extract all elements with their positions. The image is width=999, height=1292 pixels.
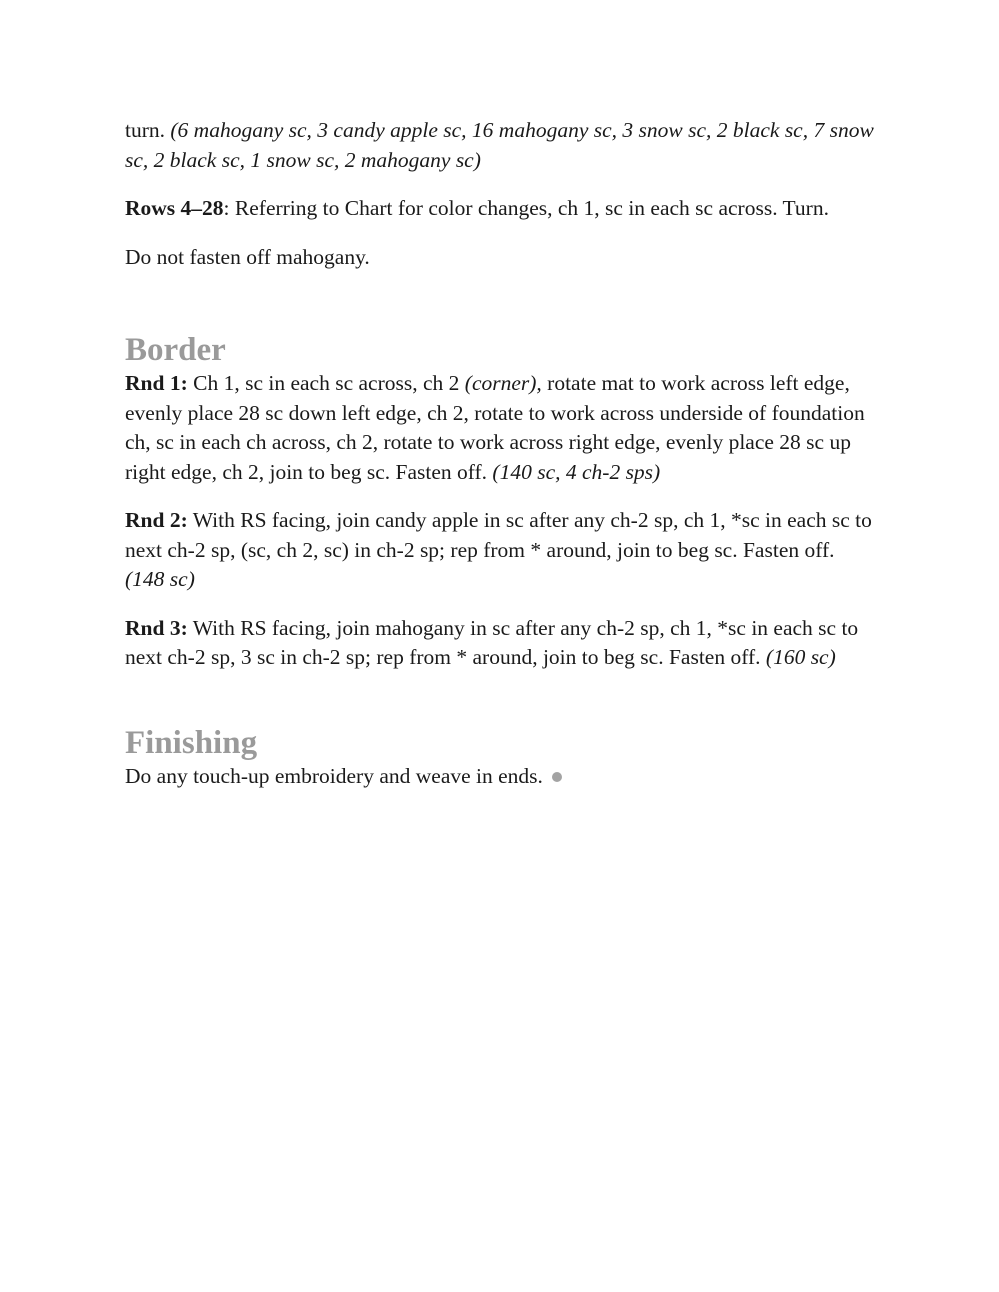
rnd1-stitch-count: (140 sc, 4 ch-2 sps) [492,459,661,484]
finishing-instruction [125,762,877,792]
end-bullet-icon [552,772,562,782]
rows-instruction [125,194,877,224]
finishing-heading: Finishing [125,724,258,761]
intro-stitch-count: (6 mahogany sc, 3 candy apple sc, 16 mahogany sc, 3 snow sc, 2 black sc, 7 snow sc, 2 black sc, 1 snow sc, 2 mahogany sc) [125,118,874,172]
rnd1-text-a: Ch 1, sc in each sc across, ch 2 [187,371,465,395]
rows-label: Rows 4–28 [125,196,224,220]
finishing-text: Do any touch-up embroidery and weave in ends. [125,763,543,788]
intro-paragraph [125,116,877,175]
rnd1-text-b: rotate mat to work across left edge, evenly place 28 sc down left edge, ch 2, rotate to work across underside of foundation ch, sc in each ch across, ch 2, rotate to work across right edge, evenly place 28 sc up right edge, ch 2, join to beg sc. Fasten off. [125,371,865,484]
rnd3-stitch-count: (160 sc) [765,645,836,669]
rows-text: : Referring to Chart for color changes, ch 1, sc in each sc across. Turn. [223,196,829,220]
rnd3-instruction [125,614,877,673]
intro-lead: turn. [125,118,166,142]
rnd1-label: Rnd 1: [125,371,188,395]
pattern-page [125,116,877,810]
rnd2-text: With RS facing, join candy apple in sc after any ch-2 sp, ch 1, *sc in each sc to next ch-2 sp, (sc, ch 2, sc) in ch-2 sp; rep from * around, join to beg sc. Fasten off. [125,508,872,562]
rnd3-text: With RS facing, join mahogany in sc after any ch-2 sp, ch 1, *sc in each sc to next ch-2 sp, 3 sc in ch-2 sp; rep from * around, join to beg sc. Fasten off. [125,615,859,669]
rnd2-instruction [125,506,877,595]
section-spacer [125,291,877,331]
rnd3-label: Rnd 3: [125,615,188,640]
rnd1-note-corner: (corner), [464,371,542,395]
rnd2-label: Rnd 2: [125,508,188,532]
fasten-note: Do not fasten off mahogany. [125,244,370,269]
section-spacer [125,692,877,724]
rnd1-instruction [125,369,877,487]
rnd2-stitch-count: (148 sc) [125,567,195,591]
border-heading: Border [125,332,226,368]
